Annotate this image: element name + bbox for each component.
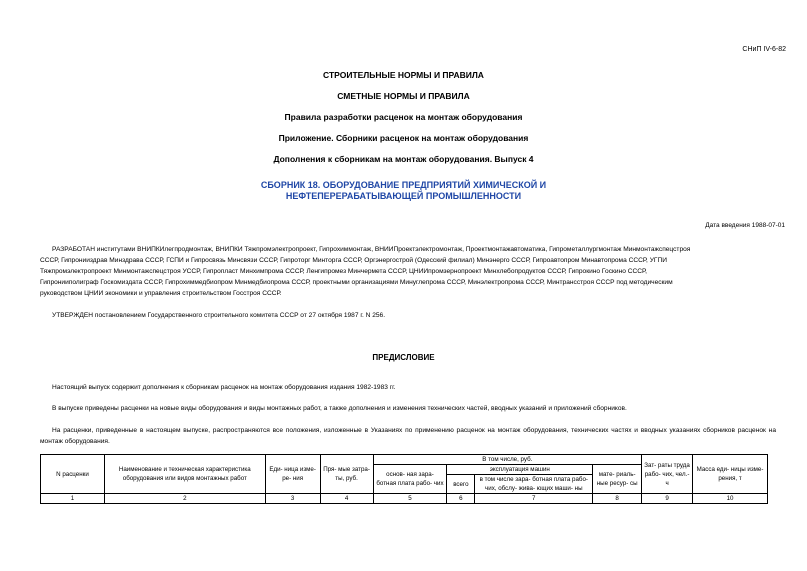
header-machine-wages: в том числе зара- ботная плата рабо- чих, обслу- жива- ющих маши- ны xyxy=(475,475,593,494)
effective-date: Дата введения 1988-07-01 xyxy=(705,222,785,229)
developed-line-3: Тяжпромэлектропроект Минмонтажспецстроя УССР, Гипропласт Минхимпрома СССР, Ленгипромез Минчермета СССР, ЦНИИпромзернопроект Минхлебопродуктов СССР, Гипрокино Госкино СССР, xyxy=(40,268,647,275)
title-rules: Правила разработки расценок на монтаж оборудования xyxy=(284,112,523,122)
header-labor-costs: Зат- раты труда рабо- чих, чел.-ч xyxy=(642,455,693,494)
column-number: 3 xyxy=(265,494,320,504)
document-code: СНиП IV-6-82 xyxy=(742,46,786,53)
title-building-norms: СТРОИТЕЛЬНЫЕ НОРМЫ И ПРАВИЛА xyxy=(323,70,484,80)
header-machine-operation: эксплуатация машин xyxy=(447,465,593,475)
table-header-row-1 xyxy=(41,455,768,465)
column-number: 5 xyxy=(373,494,447,504)
column-number: 4 xyxy=(320,494,373,504)
header-rate-number: N расценки xyxy=(41,455,105,494)
developed-line-4: Гипронииполиграф Госкомиздата СССР, Гипрохиммедбиопром Минмедбиопрома СССР, проектными организациями Минуглепрома СССР, Минэлектропрома СССР, Минтрансстроя СССР под методическим xyxy=(40,279,673,286)
header-materials: мате- риаль- ные ресур- сы xyxy=(593,465,642,494)
column-number: 10 xyxy=(693,494,768,504)
column-number: 9 xyxy=(642,494,693,504)
column-number: 2 xyxy=(104,494,265,504)
title-estimate-norms: СМЕТНЫЕ НОРМЫ И ПРАВИЛА xyxy=(337,91,470,101)
developed-line-1: РАЗРАБОТАН институтами ВНИПКИлегпродмонтаж, ВНИПКИ Тяжпромэлектропроект, Гипрохиммонтаж, ВНИИПроектэлектромонтаж, Проектмонтажавтоматика, Гипрометаллургмонтаж Минмонтажспецстроя xyxy=(52,246,691,253)
column-number: 1 xyxy=(41,494,105,504)
title-appendix: Приложение. Сборники расценок на монтаж оборудования xyxy=(278,133,529,143)
column-number: 6 xyxy=(447,494,475,504)
preface-paragraph-3: На расценки, приведенные в настоящем выпуске, распространяются все положения, изложенные в Указаниях по применению расценок на монтаж оборудования, технических частях и вводных указаниях сборников расценок на монтаж оборудования. xyxy=(40,427,776,445)
preface-heading: ПРЕДИСЛОВИЕ xyxy=(372,353,435,362)
header-base-wages: основ- ная зара- ботная плата рабо- чих xyxy=(373,465,447,494)
approved-text: УТВЕРЖДЕН постановлением Государственного строительного комитета СССР от 27 октября 1987 г. N 256. xyxy=(52,312,386,319)
collection-title-line1: СБОРНИК 18. ОБОРУДОВАНИЕ ПРЕДПРИЯТИЙ ХИМИЧЕСКОЙ И xyxy=(260,180,547,190)
preface-paragraph-1: Настоящий выпуск содержит дополнения к сборникам расценок на монтаж оборудования издания 1982-1983 гг. xyxy=(52,384,396,391)
header-unit: Еди- ница изме- ре- ния xyxy=(265,455,320,494)
header-direct-costs: Пря- мые затра- ты, руб. xyxy=(320,455,373,494)
preface-paragraph-2: В выпуске приведены расценки на новые виды оборудования и виды монтажных работ, а также дополнения и изменения технических частей, вводных указаний и приложений сборников. xyxy=(52,405,627,412)
table-number-row xyxy=(41,494,768,504)
header-unit-mass: Масса еди- ницы изме- рения, т xyxy=(693,455,768,494)
collection-title-line2: НЕФТЕПЕРЕРАБАТЫВАЮЩЕЙ ПРОМЫШЛЕННОСТИ xyxy=(285,191,522,201)
column-number: 8 xyxy=(593,494,642,504)
developed-line-5: руководством ЦНИИ экономики и управления строительством Госстроя СССР. xyxy=(40,290,282,297)
header-machine-total: всего xyxy=(447,475,475,494)
developed-line-2: СССР, Гипронииздрав Минздрава СССР, ГСПИ и Гипросвязь Минсвязи СССР, Гипроторг Минторга СССР, Оргэнергострой (Одесский филиал) Минэнерго СССР, Гипроавтопром Минавтопрома СССР, УГПИ xyxy=(40,257,667,264)
header-including-group: В том числе, руб. xyxy=(373,455,642,465)
title-additions: Дополнения к сборникам на монтаж оборудования. Выпуск 4 xyxy=(273,154,534,164)
header-name: Наименование и техническая характеристика оборудования или видов монтажных работ xyxy=(104,455,265,494)
column-number: 7 xyxy=(475,494,593,504)
rates-table xyxy=(40,454,768,504)
